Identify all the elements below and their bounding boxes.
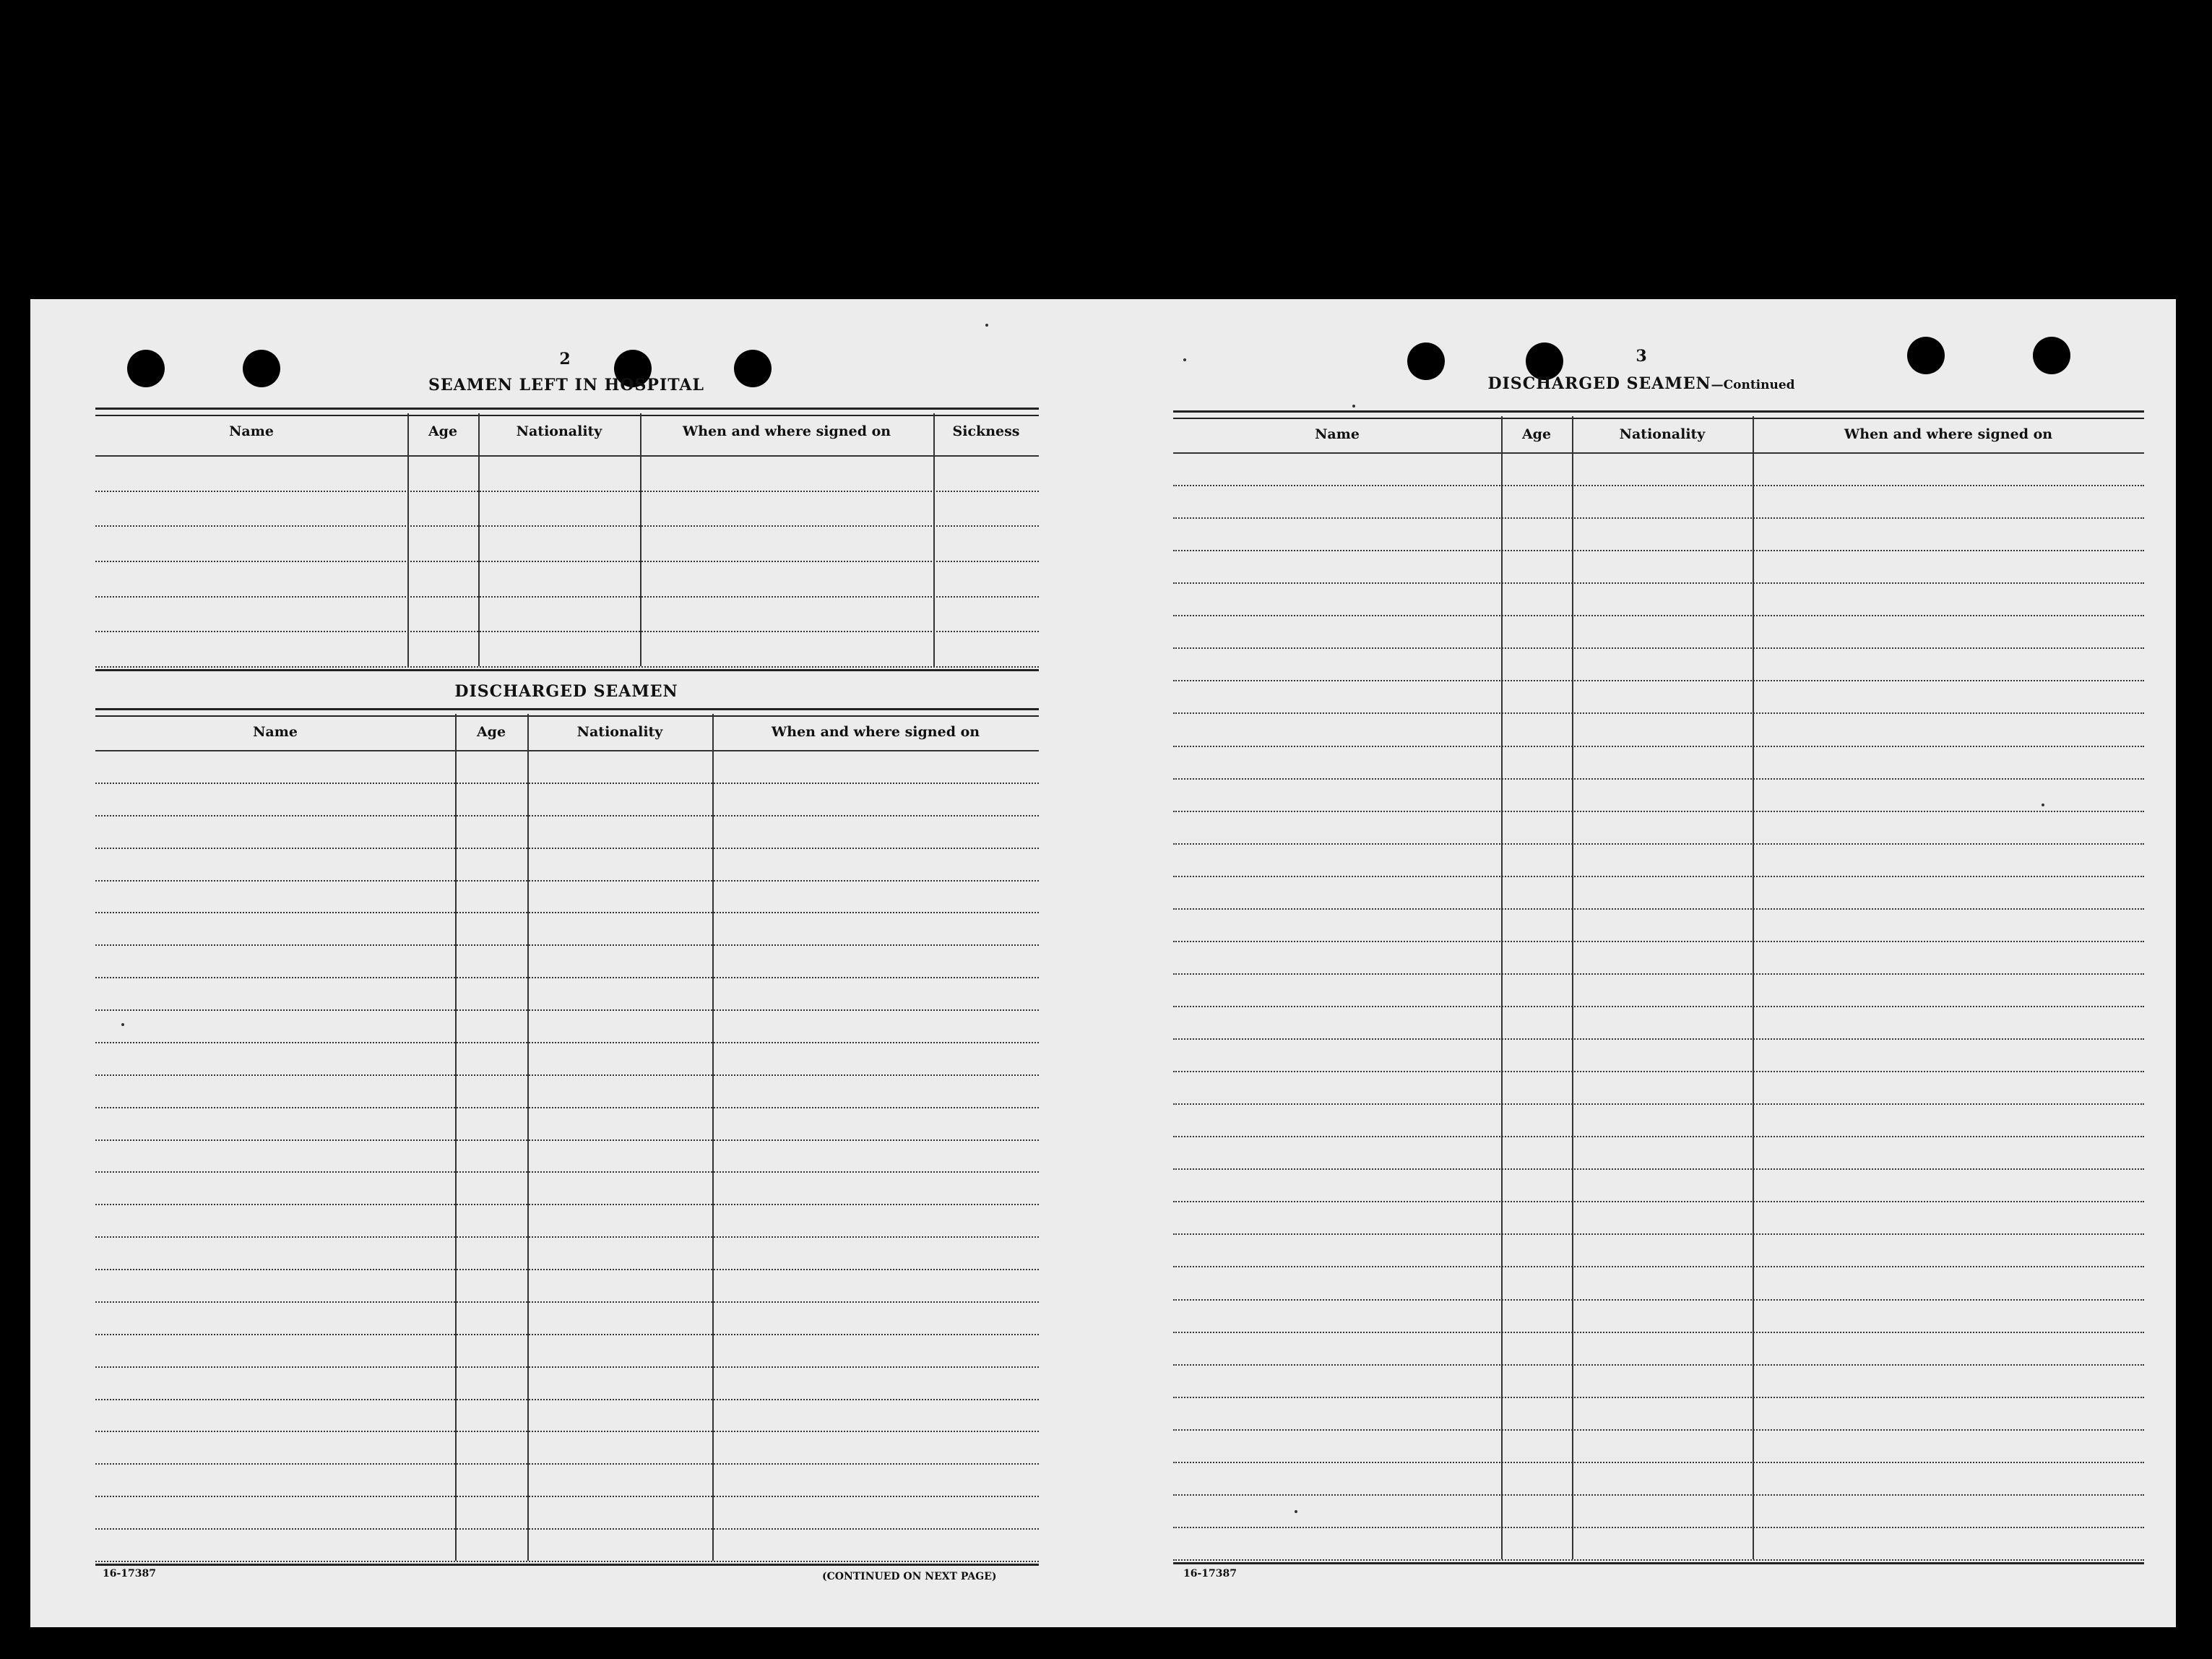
column-header: Name	[229, 423, 274, 439]
punch-hole	[734, 350, 772, 387]
form-number-left: 16-17387	[103, 1568, 156, 1580]
table-row	[95, 848, 1039, 849]
table-row	[95, 1009, 1039, 1011]
table-row	[1173, 1071, 2144, 1072]
column-header: When and where signed on	[682, 423, 891, 439]
column-divider	[1501, 416, 1503, 1559]
table-row	[1173, 1527, 2144, 1528]
discharged-continued-title-main: DISCHARGED SEAMEN	[1487, 374, 1711, 393]
column-header: Name	[1315, 426, 1360, 442]
header-rule	[95, 455, 1039, 457]
table-row	[95, 1107, 1039, 1108]
column-divider	[1572, 416, 1573, 1559]
table-row	[95, 1042, 1039, 1043]
table-row	[95, 1528, 1039, 1530]
column-header: Age	[1521, 426, 1552, 442]
table-row	[1173, 746, 2144, 747]
punch-hole	[243, 350, 280, 387]
table-row	[95, 1236, 1039, 1238]
table-row	[95, 491, 1039, 492]
paper-speck	[1295, 1510, 1297, 1513]
table-row	[1173, 485, 2144, 486]
table-row	[1173, 1103, 2144, 1105]
table-row	[1173, 615, 2144, 616]
punch-hole	[2033, 337, 2070, 374]
table-row	[95, 1366, 1039, 1368]
punch-hole	[1907, 337, 1945, 374]
table-row	[95, 1496, 1039, 1497]
column-divider	[712, 714, 714, 1561]
table-row	[95, 1463, 1039, 1465]
discharged-table	[95, 708, 1039, 1565]
table-row	[1173, 1494, 2144, 1496]
column-header: Age	[428, 423, 458, 439]
paper-speck	[2042, 803, 2044, 806]
table-row	[1173, 1332, 2144, 1333]
table-row	[95, 1301, 1039, 1303]
table-row	[95, 1561, 1039, 1562]
table-row	[95, 1204, 1039, 1205]
table-row	[1173, 1397, 2144, 1398]
punch-hole	[1407, 342, 1445, 380]
header-rule	[1173, 452, 2144, 454]
column-divider	[1753, 416, 1754, 1559]
paper-speck	[1183, 358, 1186, 361]
table-row	[95, 1074, 1039, 1076]
table-row	[1173, 1364, 2144, 1366]
column-header: When and where signed on	[1844, 426, 2053, 442]
page-number-left: 2	[559, 350, 571, 369]
table-row	[1173, 908, 2144, 910]
column-header: When and where signed on	[771, 724, 980, 740]
table-row	[95, 1399, 1039, 1400]
table-row	[1173, 941, 2144, 942]
table-row	[1173, 778, 2144, 780]
table-row	[95, 1431, 1039, 1432]
table-row	[95, 815, 1039, 816]
table-row	[1173, 647, 2144, 649]
column-divider	[478, 413, 480, 666]
table-row	[1173, 973, 2144, 975]
paper-speck	[121, 1023, 124, 1026]
table-row	[95, 880, 1039, 882]
table-row	[95, 525, 1039, 527]
hospital-table	[95, 408, 1039, 669]
ledger-sheet	[30, 299, 2176, 1627]
form-number-right: 16-17387	[1183, 1568, 1237, 1580]
table-row	[1173, 1006, 2144, 1007]
column-divider	[455, 714, 457, 1561]
discharged-section-title: DISCHARGED SEAMEN	[454, 682, 678, 701]
table-row	[1173, 1462, 2144, 1463]
continued-note: (CONTINUED ON NEXT PAGE)	[822, 1571, 997, 1582]
table-row	[1173, 1233, 2144, 1235]
table-row	[1173, 1559, 2144, 1561]
table-row	[1173, 1266, 2144, 1267]
table-row	[95, 977, 1039, 978]
discharged-continued-suffix: —Continued	[1711, 378, 1795, 392]
table-row	[1173, 680, 2144, 681]
paper-speck	[1352, 405, 1355, 408]
hospital-section-title: SEAMEN LEFT IN HOSPITAL	[428, 376, 704, 395]
table-row	[95, 912, 1039, 913]
table-row	[1173, 811, 2144, 812]
column-divider	[527, 714, 529, 1561]
column-header: Name	[253, 724, 298, 740]
column-header: Nationality	[576, 724, 663, 740]
table-row	[1173, 517, 2144, 519]
table-bottom-rule	[1173, 1562, 2144, 1564]
table-row	[1173, 1201, 2144, 1202]
table-row	[1173, 582, 2144, 584]
table-row	[95, 596, 1039, 598]
header-rule	[95, 750, 1039, 751]
punch-hole	[127, 350, 165, 387]
table-row	[95, 1269, 1039, 1270]
table-row	[95, 1334, 1039, 1335]
paper-speck	[985, 324, 988, 327]
column-divider	[407, 413, 409, 666]
column-divider	[640, 413, 641, 666]
column-header: Sickness	[952, 423, 1020, 439]
column-header: Nationality	[1619, 426, 1706, 442]
discharged-continued-title	[1487, 374, 1794, 393]
table-top-rule	[1173, 410, 2144, 419]
table-row	[1173, 1136, 2144, 1137]
table-row	[1173, 876, 2144, 877]
table-row	[1173, 1299, 2144, 1301]
column-divider	[933, 413, 935, 666]
table-row	[1173, 550, 2144, 551]
table-row	[95, 944, 1039, 946]
table-row	[1173, 1168, 2144, 1170]
table-row	[1173, 843, 2144, 845]
table-row	[1173, 712, 2144, 714]
table-bottom-rule	[95, 1564, 1039, 1566]
column-header: Age	[476, 724, 506, 740]
table-row	[95, 1139, 1039, 1141]
table-row	[95, 783, 1039, 784]
table-row	[95, 1171, 1039, 1173]
table-row	[1173, 1429, 2144, 1431]
table-top-rule	[95, 708, 1039, 717]
page-number-right: 3	[1636, 347, 1647, 366]
table-row	[95, 561, 1039, 562]
column-header: Nationality	[516, 423, 602, 439]
table-row	[1173, 1038, 2144, 1040]
table-row	[95, 666, 1039, 668]
table-bottom-rule	[95, 669, 1039, 671]
table-row	[95, 631, 1039, 632]
discharged-continued-table	[1173, 410, 2144, 1564]
table-top-rule	[95, 408, 1039, 416]
